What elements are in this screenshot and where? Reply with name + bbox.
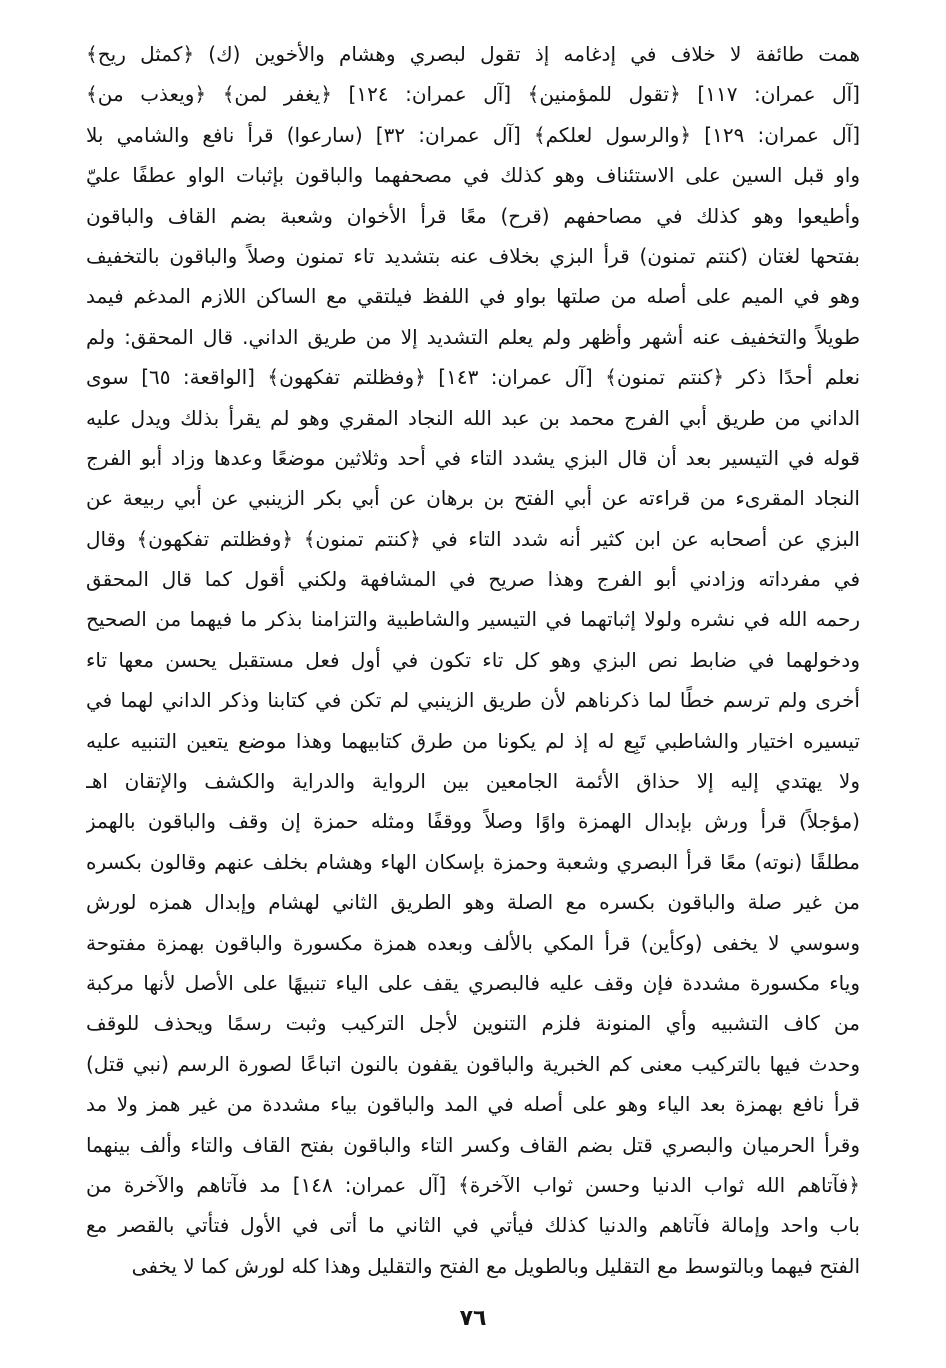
text-line: ودخولهما في ضابط نص البزي وهو كل تاء تكون في أول فعل مستقبل يحسن معها تاء bbox=[86, 647, 860, 672]
text-line: في مفرداته وزادني أبو الفرج وهذا صريح في المشافهة ولكني أقول كما قال المحقق bbox=[86, 567, 860, 592]
text-line: الداني من طريق أبي الفرج محمد بن عبد الله النجاد المقري وهو لم يقرأ بذلك ويدل عليه bbox=[86, 405, 860, 430]
text-line: همت طائفة لا خلاف في إدغامه إذ تقول لبصري وهشام والأخوين (ك) ﴿كمثل ريح﴾ bbox=[86, 42, 860, 66]
text-line: من غير صلة والباقون بكسره مع الصلة وهو الطريق الثاني لهشام وإبدال همزه لورش bbox=[86, 890, 860, 915]
text-line: وحدث فيها بالتركيب معنى كم الخبرية والباقون يقفون بالنون اتباعًا لصورة الرسم (نبي قتل) bbox=[86, 1051, 860, 1076]
text-line: قرأ نافع بهمزة بعد الياء وهو على أصله في المد والباقون بياء مشددة من غير همز ولا مد bbox=[86, 1092, 860, 1117]
text-line: بفتحها لغتان (كنتم تمنون) قرأ البزي بخلاف عنه بتشديد تاء تمنون وصلاً والباقون بالتخفيف bbox=[86, 243, 860, 268]
text-line: [آل عمران: ١٢٩] ﴿والرسول لعلكم﴾ [آل عمران: ٣٢] (سارعوا) قرأ نافع والشامي بلا bbox=[86, 122, 860, 147]
text-line: البزي عن أصحابه عن ابن كثير أنه شدد التاء في ﴿كنتم تمنون﴾ ﴿وفظلتم تفكهون﴾ وقال bbox=[86, 526, 860, 551]
text-line: نعلم أحدًا ذكر ﴿كنتم تمنون﴾ [آل عمران: ١٤٣] ﴿وفظلتم تفكهون﴾ [الواقعة: ٦٥] سوى bbox=[86, 365, 860, 390]
text-line: رحمه الله في نشره ولولا إثباتهما في التيسير والشاطبية والتزامنا بذكر ما فيهما من الصحيح bbox=[86, 607, 860, 632]
text-line: وقرأ الحرميان والبصري قتل بضم القاف وكسر التاء والباقون بفتح القاف والتاء وألف بينهما bbox=[86, 1132, 860, 1157]
text-line: وأطيعوا وهو كذلك في مصاحفهم (قرح) معًا قرأ الأخوان وشعبة بضم القاف والباقون bbox=[86, 203, 860, 228]
text-line: وياء مكسورة مشددة فإن وقف عليه فالبصري يقف على الياء تنبيهًا على الأصل لأنها مركبة bbox=[86, 970, 860, 995]
text-line: مطلقًا (نوته) معًا قرأ البصري وشعبة وحمزة بإسكان الهاء وهشام بخلف عنهم وقالون بكسره bbox=[86, 849, 860, 874]
page-number: ٧٦ bbox=[459, 1306, 487, 1331]
text-line: تيسيره اختيار والشاطبي تَبِع له إذ لم يكونا من طرق كتابيهما وهذا موضع يتعين التنبيه عليه bbox=[86, 728, 860, 753]
text-line: أخرى ولم ترسم خطًا لما ذكرناهم لأن طريق الزينبي لم تكن في كتابنا وذكر الداني لهما في bbox=[86, 688, 860, 713]
text-line: النجاد المقرىء من قراءته عن أبي الفتح بن برهان عن أبي بكر الزينبي عن أبي ربيعة عن bbox=[86, 486, 860, 511]
text-line: ﴿فآتاهم الله ثواب الدنيا وحسن ثواب الآخرة﴾ [آل عمران: ١٤٨] مد فآتاهم والآخرة من bbox=[86, 1172, 860, 1197]
text-line: واو قبل السين على الاستئناف وهو كذلك في مصحفهما والباقون بإثبات الواو عطفًا عليّ bbox=[86, 163, 860, 188]
text-line: من كاف التشبيه وأي المنونة فلزم التنوين لأجل التركيب وثبت رسمًا ويحذف للوقف bbox=[86, 1011, 860, 1036]
text-line: (مؤجلاً) قرأ ورش بإبدال الهمزة واوًا وصلاً ووقفًا ومثله حمزة إن وقف والباقون بالهمز bbox=[86, 809, 860, 834]
text-line: ولا يهتدي إليه إلا حذاق الأئمة الجامعين بين الرواية والدراية والكشف والإتقان اهـ bbox=[86, 769, 860, 794]
body-text bbox=[86, 34, 860, 1286]
text-line: [آل عمران: ١١٧] ﴿تقول للمؤمنين﴾ [آل عمران: ١٢٤] ﴿يغفر لمن﴾ ﴿ويعذب من﴾ bbox=[86, 82, 860, 107]
text-line: طويلاً والتخفيف عنه أشهر وأظهر ولم يعلم التشديد إلا من طريق الداني. قال المحقق: ولم bbox=[86, 324, 860, 349]
text-line: الفتح فيهما وبالتوسط مع التقليل وبالطويل مع الفتح والتقليل وهذا كله لورش كما لا يخفى bbox=[131, 1253, 860, 1278]
text-line: باب واحد وإمالة فآتاهم والدنيا كذلك فيأتي في الثاني ما أتى في الأول فتأتي بالقصر مع bbox=[86, 1213, 860, 1238]
text-line: وهو في الميم على أصله من صلتها بواو في اللفظ فيلتقي مع الساكن اللازم المدغم فيمد bbox=[86, 284, 860, 309]
text-line: قوله في التيسير بعد أن قال البزي يشدد التاء في أحد وثلاثين موضعًا وعدها وزاد أبو الفرج bbox=[86, 445, 860, 470]
text-line: وسوسي لا يخفى (وكأين) قرأ المكي بالألف وبعده همزة مكسورة والباقون بهمزة مفتوحة bbox=[86, 930, 860, 955]
